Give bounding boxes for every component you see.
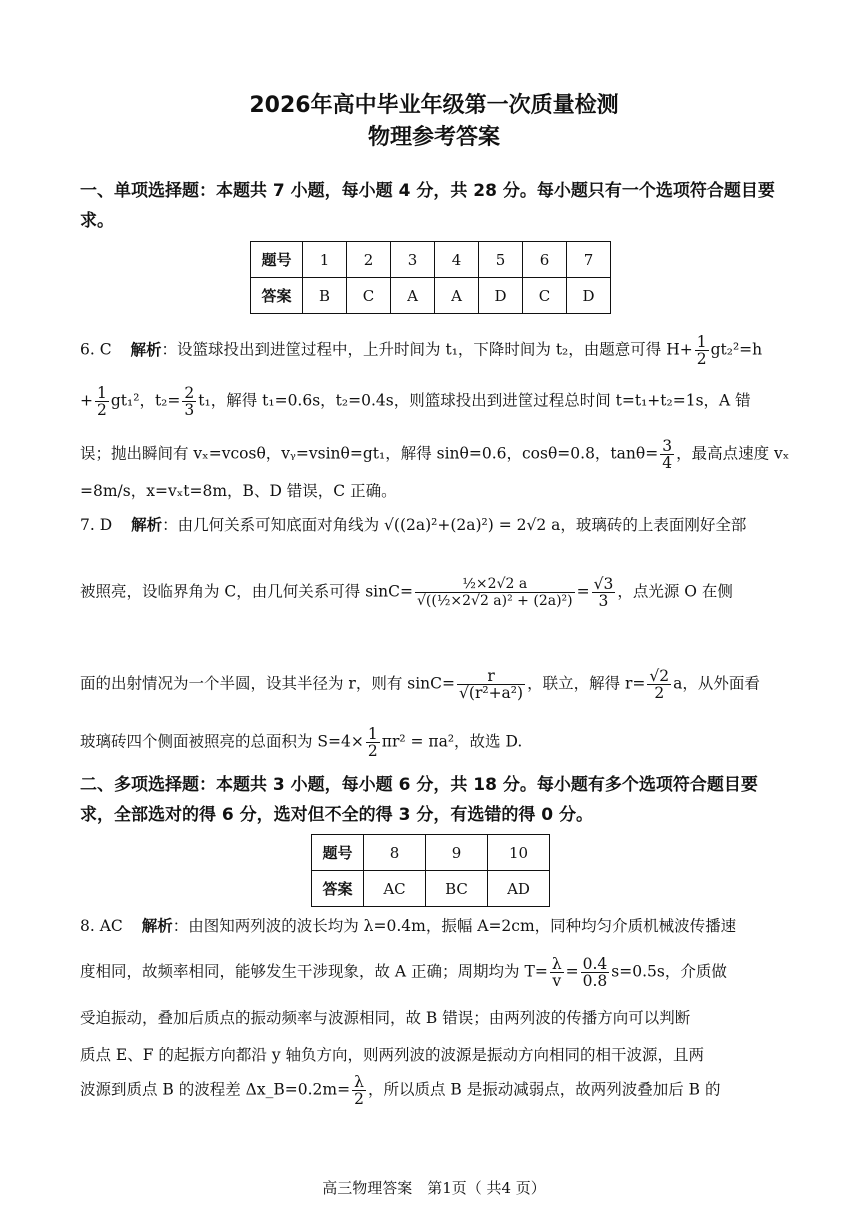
q7-frac: $\frac{1}{2}$ bbox=[367, 725, 378, 760]
answer-cell: A bbox=[435, 278, 479, 314]
q8-frac: $\frac{\lambda}{2}$ bbox=[354, 1073, 364, 1108]
page-title: 2026年高中毕业年级第一次质量检测 bbox=[249, 93, 619, 118]
table-row bbox=[312, 871, 550, 907]
q8-frac: $\frac{0.4}{0.8}$ bbox=[582, 955, 608, 990]
row-label: 答案 bbox=[312, 871, 364, 907]
q7-line3c: a，从外面看 bbox=[673, 674, 760, 693]
question-number: 2 bbox=[347, 242, 391, 278]
q8-line4: 质点 E、F 的起振方向都沿 y 轴负方向，则两列波的波源是振动方向相同的相干波源，且两 bbox=[80, 1046, 705, 1064]
row-label: 题号 bbox=[251, 242, 303, 278]
q8-line3: 受迫振动，叠加后质点的振动频率与波源相同，故 B 错误；由两列波的传播方向可以判断 bbox=[80, 1009, 691, 1027]
q7-line1: ：由几何关系可知底面对角线为 √((2a)²+(2a)²) = 2√2 a，玻璃砖的上表面刚好全部 bbox=[162, 516, 747, 534]
q6-jiexi: 解析 bbox=[130, 340, 162, 359]
answer-cell: D bbox=[479, 278, 523, 314]
q6-frac: $\frac{1}{2}$ bbox=[97, 384, 107, 419]
q8-jiexi: 解析 bbox=[141, 917, 173, 935]
q6-label: 6. C bbox=[80, 340, 112, 359]
q6-line2a: + bbox=[80, 391, 93, 410]
q8-line1: ：由图知两列波的波长均为 λ=0.4m，振幅 A=2cm，同种均匀介质机械波传播速 bbox=[172, 917, 737, 935]
q8-label: 8. AC bbox=[80, 917, 123, 935]
question-number: 10 bbox=[488, 835, 550, 871]
table-row bbox=[251, 242, 611, 278]
q6-line3b: ，最高点速度 vₓ bbox=[676, 444, 790, 463]
answer-cell: A bbox=[391, 278, 435, 314]
page-footer: 高三物理答案 第1页（ 共4 页） bbox=[322, 1179, 546, 1197]
q7-frac: $\frac{r}{\text{√(r²+a²)}}$ bbox=[459, 667, 524, 702]
q7-line4a: 玻璃砖四个侧面被照亮的总面积为 S=4× bbox=[80, 732, 364, 751]
section2-answer-table bbox=[311, 834, 550, 907]
question-number: 4 bbox=[435, 242, 479, 278]
q6-line1-tail: gt₂²=h bbox=[710, 340, 763, 359]
q6-frac: $\frac{1}{2}$ bbox=[696, 333, 707, 368]
q8-line2c: s=0.5s，介质做 bbox=[611, 962, 727, 981]
q6-line4: =8m/s，x=vₓt=8m，B、D 错误，C 正确。 bbox=[80, 482, 397, 500]
q7-line2a: 被照亮，设临界角为 C，由几何关系可得 sinC= bbox=[80, 582, 413, 601]
section1-heading: 一、单项选择题：本题共 7 小题，每小题 4 分，共 28 分。每小题只有一个选项符合题目要求。 bbox=[80, 181, 775, 231]
answer-cell: B bbox=[303, 278, 347, 314]
answer-cell: AC bbox=[364, 871, 426, 907]
q7-line2c: ，点光源 O 在侧 bbox=[617, 582, 733, 601]
question-number: 7 bbox=[567, 242, 611, 278]
table-row bbox=[251, 278, 611, 314]
section2-heading: 二、多项选择题：本题共 3 小题，每小题 6 分，共 18 分。每小题有多个选项符合题目要求，全部选对的得 6 分，选对但不全的得 3 分，有选错的得 0 分。 bbox=[80, 775, 758, 825]
q6-line1: ：设篮球投出到进筐过程中，上升时间为 t₁，下降时间为 t₂，由题意可得 H+ bbox=[161, 340, 693, 359]
section1-answer-table bbox=[250, 241, 611, 314]
q6-frac: $\frac{3}{4}$ bbox=[662, 437, 673, 472]
q7-frac: $\frac{√2}{2}$ bbox=[649, 667, 670, 702]
q7-jiexi: 解析 bbox=[131, 516, 163, 534]
q6-line2b: gt₁²，t₂= bbox=[110, 391, 181, 410]
q7-line3a: 面的出射情况为一个半圆，设其半径为 r，则有 sinC= bbox=[80, 674, 456, 693]
q7-frac: $\frac{√3}{3}$ bbox=[593, 575, 614, 610]
answer-cell: D bbox=[567, 278, 611, 314]
q7-line3b: ，联立，解得 r= bbox=[527, 674, 646, 693]
q6-line3a: 误；抛出瞬间有 vₓ=vcosθ，vᵧ=vsinθ=gt₁，解得 sinθ=0.6，cosθ=0.8，tanθ= bbox=[80, 444, 659, 463]
answer-cell: BC bbox=[426, 871, 488, 907]
q7-line2b: = bbox=[576, 582, 590, 601]
q7-big-frac: $\frac{\text{½×2√2 a}}{\text{√((½×2√2 a)² + (2a)²)}}$ bbox=[416, 576, 573, 609]
q8-line5a: 波源到质点 B 的波程差 Δx_B=0.2m= bbox=[80, 1080, 351, 1099]
answer-cell: AD bbox=[488, 871, 550, 907]
question-number: 8 bbox=[364, 835, 426, 871]
q7-line4b: πr² = πa²，故选 D. bbox=[381, 732, 523, 751]
q8-frac: $\frac{\lambda}{v}$ bbox=[551, 955, 562, 990]
q8-line2a: 度相同，故频率相同，能够发生干涉现象，故 A 正确；周期均为 T= bbox=[80, 962, 548, 981]
question-number: 9 bbox=[426, 835, 488, 871]
q6-line2c: t₁，解得 t₁=0.6s，t₂=0.4s，则篮球投出到进筐过程总时间 t=t₁+t₂=1s，A 错 bbox=[198, 391, 751, 410]
question-number: 5 bbox=[479, 242, 523, 278]
q6-frac: $\frac{2}{3}$ bbox=[184, 384, 195, 419]
table-row bbox=[312, 835, 550, 871]
row-label: 答案 bbox=[251, 278, 303, 314]
page-subtitle: 物理参考答案 bbox=[367, 125, 500, 150]
question-number: 6 bbox=[523, 242, 567, 278]
question-number: 3 bbox=[391, 242, 435, 278]
answer-cell: C bbox=[523, 278, 567, 314]
question-number: 1 bbox=[303, 242, 347, 278]
row-label: 题号 bbox=[312, 835, 364, 871]
q8-line5b: ，所以质点 B 是振动减弱点，故两列波叠加后 B 的 bbox=[367, 1080, 721, 1099]
q7-label: 7. D bbox=[80, 516, 113, 534]
q8-line2b: = bbox=[565, 962, 579, 981]
answer-cell: C bbox=[347, 278, 391, 314]
